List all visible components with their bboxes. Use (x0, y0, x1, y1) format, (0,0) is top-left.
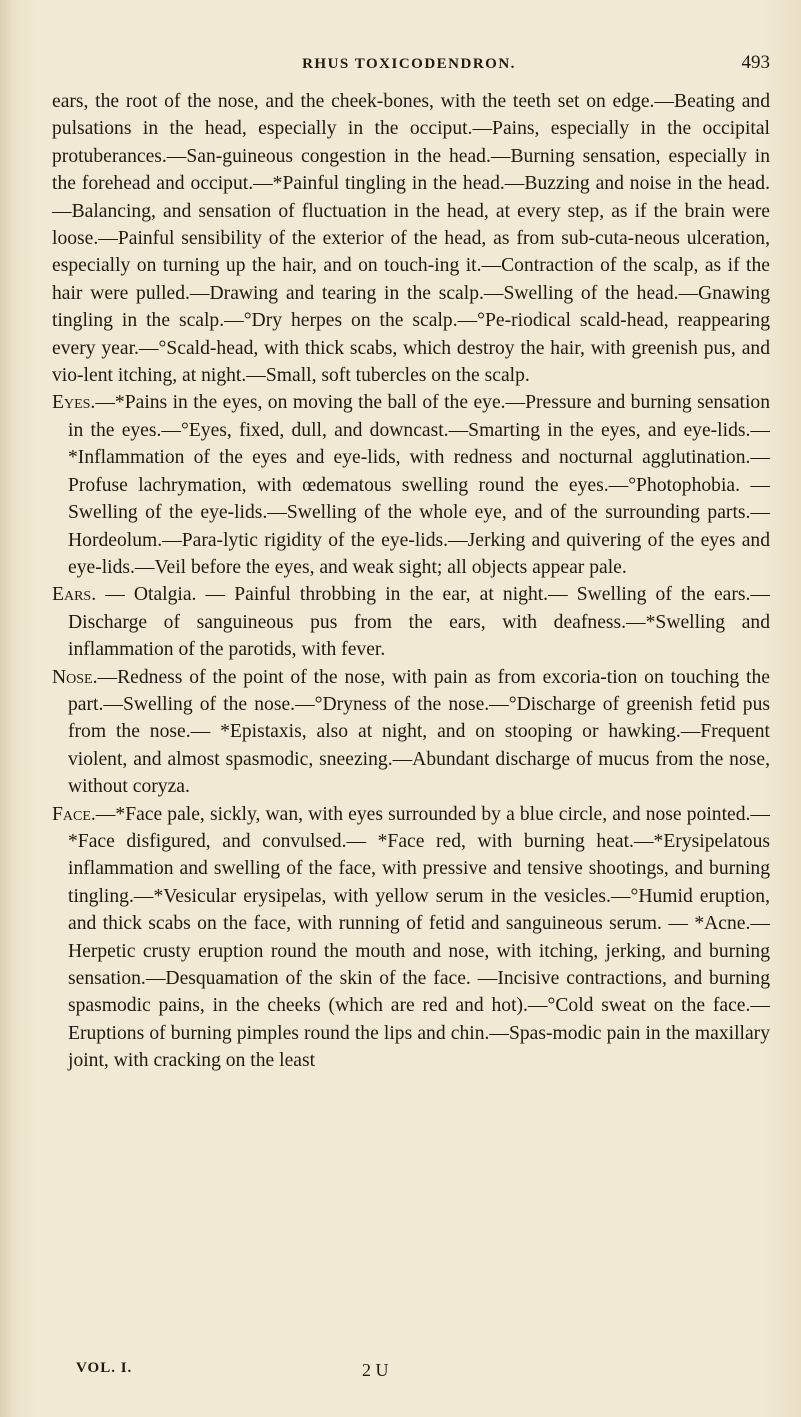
paragraph-text: — Otalgia. — Painful throbbing in the ear, at night.— Swelling of the ears.—Discharge of sanguineous pus from the ears, with deafness.—*Swelling and inflammation of the parotids, with fever. (68, 584, 770, 661)
paragraph-head-continued (52, 88, 770, 389)
page-body (52, 88, 770, 1075)
section-heading: Nose. (52, 666, 98, 688)
section-heading: Face. (52, 803, 96, 825)
paragraph-text: —Redness of the point of the nose, with pain as from excoria-tion on touching the part.—Swelling of the nose.—°Dryness of the nose.—°Discharge of greenish fetid pus from the nose.— *Epistaxis, also at night, and on stooping or hawking.—Frequent violent, and almost spasmodic, sneezing.—Abundant discharge of mucus from the nose, without coryza. (68, 666, 770, 798)
paragraph-text: —*Pains in the eyes, on moving the ball of the eye.—Pressure and burning sensation in the eyes.—°Eyes, fixed, dull, and downcast.—Smarting in the eyes, and eye-lids.—*Inflammation of the eyes and eye-lids, with redness and nocturnal agglutination.—Profuse lachrymation, with œdematous swelling round the eyes.—°Photophobia. — Swelling of the eye-lids.—Swelling of the whole eye, and of the surrounding parts.— Hordeolum.—Para-lytic rigidity of the eye-lids.—Jerking and quivering of the eyes and eye-lids.—Veil before the eyes, and weak sight; all objects appear pale. (68, 392, 770, 578)
paragraph-text: ears, the root of the nose, and the cheek-bones, with the teeth set on edge.—Beating and pulsations in the head, especially in the occiput.—Pains, especially in the occipital protuberances.—San-guineous congestion in the head.—Burning sensation, especially in the forehead and occiput.—*Painful tingling in the head.—Buzzing and noise in the head.—Balancing, and sensation of fluctuation in the head, at every step, as if the brain were loose.—Painful sensibility of the exterior of the head, as from sub-cuta-neous ulceration, especially on turning up the hair, and on touch-ing it.—Contraction of the scalp, as if the hair were pulled.—Drawing and tearing in the scalp.—Swelling of the head.—Gnawing tingling in the scalp.—°Dry herpes on the scalp.—°Pe-riodical scald-head, reappearing every year.—°Scald-head, with thick scabs, which destroy the hair, with greenish pus, and vio-lent itching, at night.—Small, soft tubercles on the scalp. (52, 91, 770, 387)
section-face (52, 801, 770, 1075)
section-heading: Eyes. (52, 392, 96, 414)
page-footer (52, 1360, 770, 1388)
section-nose (52, 664, 770, 801)
running-title: RHUS TOXICODENDRON. (302, 56, 516, 72)
section-heading: Ears. (52, 584, 97, 606)
paragraph-text: —*Face pale, sickly, wan, with eyes surrounded by a blue circle, and nose pointed.—*Face disfigured, and convulsed.— *Face red, with burning heat.—*Erysipelatous inflammation and swelling of the face, with pressive and tensive shootings, and burning tingling.—*Vesicular erysipelas, with yellow serum in the vesicles.—°Humid eruption, and thick scabs on the face, with running of fetid and sanguineous serum. — *Acne.—Herpetic crusty eruption round the mouth and nose, with itching, jerking, and burning sensation.—Desquamation of the skin of the face. —Incisive contractions, and burning spasmodic pains, in the cheeks (which are red and hot).—°Cold sweat on the face.— Eruptions of burning pimples round the lips and chin.—Spas-modic pain in the maxillary joint, with cracking on the least (68, 803, 770, 1072)
signature-mark: 2 U (362, 1360, 389, 1380)
section-eyes (52, 389, 770, 581)
volume-label: VOL. I. (76, 1360, 133, 1376)
page-number: 493 (741, 52, 770, 73)
page-header (48, 52, 770, 82)
section-ears (52, 581, 770, 663)
